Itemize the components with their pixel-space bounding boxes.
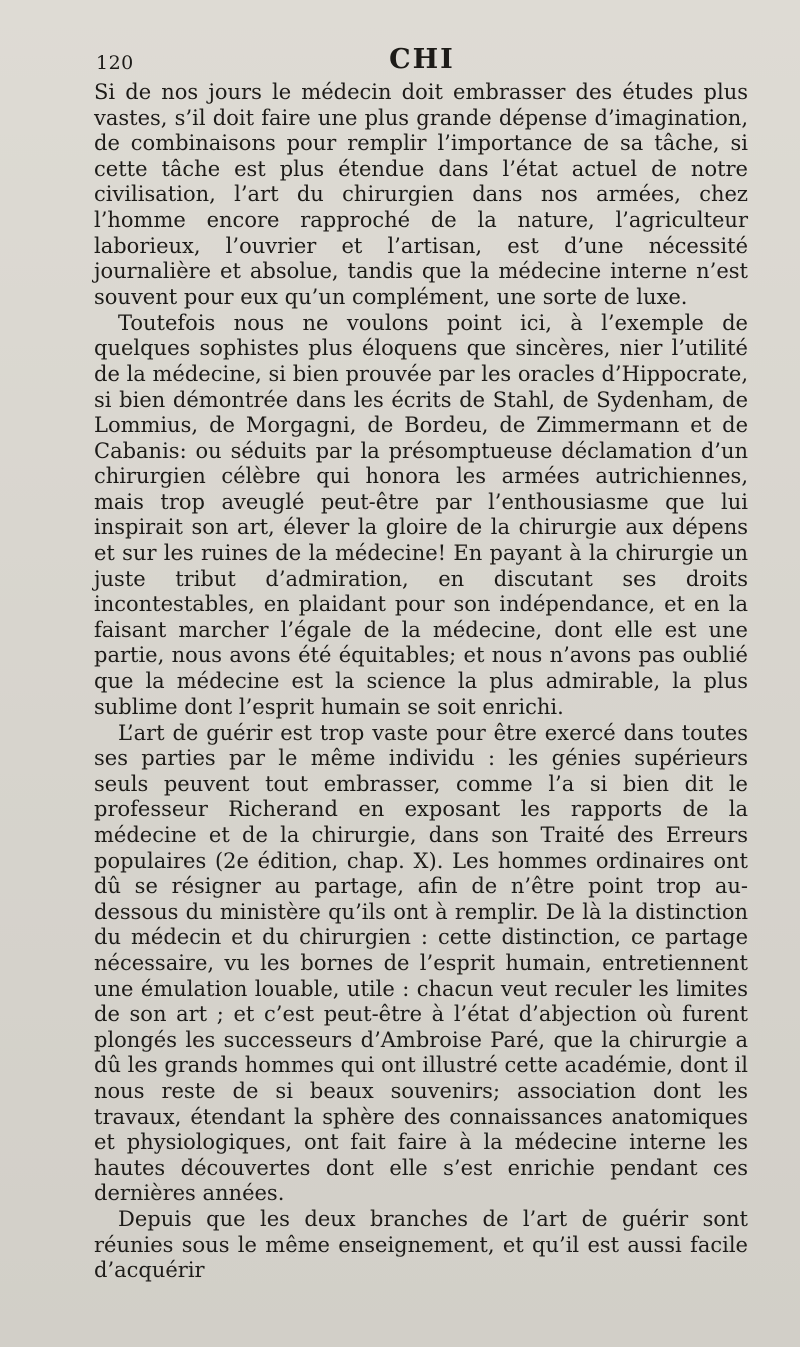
body-text (94, 80, 748, 1284)
running-head: CHI (389, 44, 455, 75)
paragraph-2: Toutefois nous ne voulons point ici, à l’exemple de quelques sophistes plus éloquens que sincères, nier l’utilité de la médecine, si bien prouvée par les oracles d’Hippocrate, si bien démontrée dans les écrits de Stahl, de Sydenham, de Lommius, de Morgagni, de Bordeu, de Zimmermann et de Cabanis: ou séduits par la présomptueuse déclamation d’un chirurgien célèbre qui honora les armées autrichiennes, mais trop aveuglé peut-être par l’enthousiasme que lui inspirait son art, élever la gloire de la chirurgie aux dépens et sur les ruines de la médecine! En payant à la chirurgie un juste tribut d’admiration, en discutant ses droits incontestables, en plaidant pour son indépendance, et en la faisant marcher l’égale de la médecine, dont elle est une partie, nous avons été équitables; et nous n’avons pas oublié que la médecine est la science la plus admirable, la plus sublime dont l’esprit humain se soit enrichi. (94, 310, 748, 719)
paragraph-1: Si de nos jours le médecin doit embrasser des études plus vastes, s’il doit faire une plus grande dépense d’imagination, de combinaisons pour remplir l’importance de sa tâche, si cette tâche est plus étendue dans l’état actuel de notre civilisation, l’art du chirurgien dans nos armées, chez l’homme encore rapproché de la nature, l’agriculteur laborieux, l’ouvrier et l’artisan, est d’une nécessité journalière et absolue, tandis que la médecine interne n’est souvent pour eux qu’un complément, une sorte de luxe. (94, 80, 748, 309)
paragraph-3: L’art de guérir est trop vaste pour être exercé dans toutes ses parties par le même individu : les génies supérieurs seuls peuvent tout embrasser, comme l’a si bien dit le professeur Richerand en exposant les rapports de la médecine et de la chirurgie, dans son Traité des Erreurs populaires (2e édition, chap. X). Les hommes ordinaires ont dû se résigner au partage, afin de n’être point trop au-dessous du ministère qu’ils ont à remplir. De là la distinction du médecin et du chirurgien : cette distinction, ce partage nécessaire, vu les bornes de l’esprit humain, entretiennent une émulation louable, utile : chacun veut reculer les limites de son art ; et c’est peut-être à l’état d’abjection où furent plongés les successeurs d’Ambroise Paré, que la chirurgie a dû les grands hommes qui ont illustré cette académie, dont il nous reste de si beaux souvenirs; association dont les travaux, étendant la sphère des connaissances anatomiques et physiologiques, ont fait faire à la médecine interne les hautes découvertes dont elle s’est enrichie pendant ces dernières années. (94, 720, 748, 1206)
page-number: 120 (96, 52, 134, 74)
paragraph-4: Depuis que les deux branches de l’art de guérir sont réunies sous le même enseignement, et qu’il est aussi facile d’acquérir (94, 1207, 748, 1283)
page-header (96, 44, 748, 78)
